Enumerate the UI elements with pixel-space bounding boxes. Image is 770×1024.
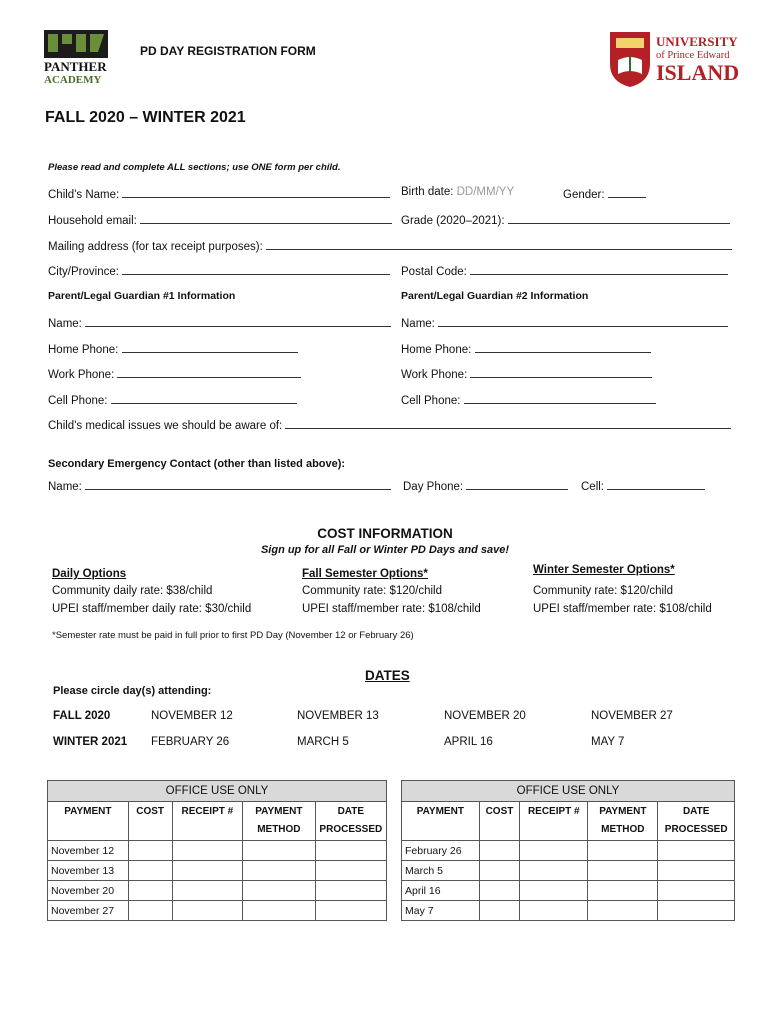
birth-date-placeholder: DD/MM/YY	[456, 186, 515, 198]
col-receipt: RECEIPT #	[172, 802, 242, 841]
date-november-27[interactable]: NOVEMBER 27	[591, 710, 673, 722]
date-april-16[interactable]: APRIL 16	[444, 736, 493, 748]
guardian1-home-phone-field[interactable]: Home Phone:	[48, 341, 298, 356]
row-label: November 12	[48, 841, 129, 861]
city-province-field[interactable]: City/Province:	[48, 263, 390, 278]
office-use-table-winter	[401, 780, 735, 921]
winter-options-title: Winter Semester Options*	[533, 564, 675, 576]
dates-title: DATES	[365, 668, 410, 683]
fall-community-rate: Community rate: $120/child	[302, 585, 442, 597]
date-november-20[interactable]: NOVEMBER 20	[444, 710, 526, 722]
instructions: Please read and complete ALL sections; use ONE form per child.	[48, 162, 341, 173]
guardian1-title: Parent/Legal Guardian #1 Information	[48, 290, 236, 302]
date-november-13[interactable]: NOVEMBER 13	[297, 710, 379, 722]
table-row	[48, 861, 387, 881]
mailing-address-field[interactable]: Mailing address (for tax receipt purposes):	[48, 238, 732, 253]
uni-logo-line1: UNIVERSITY	[656, 34, 738, 49]
row-label: November 13	[48, 861, 129, 881]
winter-2021-label: WINTER 2021	[53, 736, 128, 748]
fall-options-title: Fall Semester Options*	[302, 568, 428, 580]
child-name-field[interactable]: Child's Name:	[48, 186, 390, 201]
emergency-day-phone-field[interactable]: Day Phone:	[403, 478, 568, 493]
winter-staff-rate: UPEI staff/member rate: $108/child	[533, 603, 712, 615]
table-row	[48, 881, 387, 901]
guardian2-home-phone-field[interactable]: Home Phone:	[401, 341, 651, 356]
row-label: February 26	[402, 841, 480, 861]
col-date-processed: DATE PROCESSED	[315, 802, 386, 841]
col-receipt: RECEIPT #	[520, 802, 588, 841]
table-row	[402, 861, 735, 881]
circle-instruction: Please circle day(s) attending:	[53, 685, 212, 697]
form-title: PD DAY REGISTRATION FORM	[140, 44, 316, 58]
row-label: April 16	[402, 881, 480, 901]
office-use-title: OFFICE USE ONLY	[402, 781, 735, 802]
daily-options-title: Daily Options	[52, 568, 127, 580]
semester-note: *Semester rate must be paid in full prior to first PD Day (November 12 or February 26)	[52, 630, 414, 641]
emergency-cell-field[interactable]: Cell:	[581, 478, 705, 493]
emergency-name-field[interactable]: Name:	[48, 478, 391, 493]
office-use-title: OFFICE USE ONLY	[48, 781, 387, 802]
col-payment-method: PAYMENT METHOD	[588, 802, 658, 841]
gender-field[interactable]: Gender:	[563, 186, 646, 201]
fall-2020-label: FALL 2020	[53, 710, 111, 722]
table-row	[48, 841, 387, 861]
table-row	[402, 881, 735, 901]
cost-subtitle: Sign up for all Fall or Winter PD Days and save!	[260, 544, 510, 556]
uni-logo-line3: ISLAND	[656, 60, 740, 85]
table-row	[402, 901, 735, 921]
date-february-26[interactable]: FEBRUARY 26	[151, 736, 230, 748]
row-label: November 20	[48, 881, 129, 901]
panther-logo-line2: ACADEMY	[44, 74, 102, 86]
guardian2-cell-phone-field[interactable]: Cell Phone:	[401, 392, 656, 407]
col-payment-method: PAYMENT METHOD	[243, 802, 316, 841]
table-row	[402, 841, 735, 861]
term-title: FALL 2020 – WINTER 2021	[45, 109, 246, 126]
fall-staff-rate: UPEI staff/member rate: $108/child	[302, 603, 481, 615]
panther-logo-line1: PANTHER	[44, 59, 107, 74]
household-email-field[interactable]: Household email:	[48, 212, 392, 227]
row-label: May 7	[402, 901, 480, 921]
guardian2-work-phone-field[interactable]: Work Phone:	[401, 366, 652, 381]
guardian2-name-field[interactable]: Name:	[401, 315, 728, 330]
guardian1-name-field[interactable]: Name:	[48, 315, 391, 330]
cost-title: COST INFORMATION	[317, 526, 453, 541]
guardian2-title: Parent/Legal Guardian #2 Information	[401, 290, 589, 302]
col-date-processed: DATE PROCESSED	[658, 802, 735, 841]
date-march-5[interactable]: MARCH 5	[297, 736, 349, 748]
winter-community-rate: Community rate: $120/child	[533, 585, 673, 597]
row-label: March 5	[402, 861, 480, 881]
panther-academy-logo	[40, 28, 112, 86]
col-cost: COST	[128, 802, 172, 841]
col-cost: COST	[479, 802, 520, 841]
upei-logo	[608, 30, 748, 88]
daily-community-rate: Community daily rate: $38/child	[52, 585, 213, 597]
office-use-table-fall	[47, 780, 387, 921]
postal-code-field[interactable]: Postal Code:	[401, 263, 728, 278]
medical-issues-field[interactable]: Child's medical issues we should be aware of:	[48, 417, 731, 432]
daily-staff-rate: UPEI staff/member daily rate: $30/child	[52, 603, 252, 615]
date-may-7[interactable]: MAY 7	[591, 736, 625, 748]
guardian1-cell-phone-field[interactable]: Cell Phone:	[48, 392, 297, 407]
birth-date-field[interactable]: Birth date: DD/MM/YY	[401, 186, 515, 198]
emergency-contact-title: Secondary Emergency Contact (other than listed above):	[48, 458, 346, 470]
table-row	[48, 901, 387, 921]
row-label: November 27	[48, 901, 129, 921]
date-november-12[interactable]: NOVEMBER 12	[151, 710, 233, 722]
guardian1-work-phone-field[interactable]: Work Phone:	[48, 366, 301, 381]
uni-logo-line2: of Prince Edward	[656, 50, 730, 61]
grade-field[interactable]: Grade (2020–2021):	[401, 212, 730, 227]
col-payment: PAYMENT	[48, 802, 129, 841]
col-payment: PAYMENT	[402, 802, 480, 841]
